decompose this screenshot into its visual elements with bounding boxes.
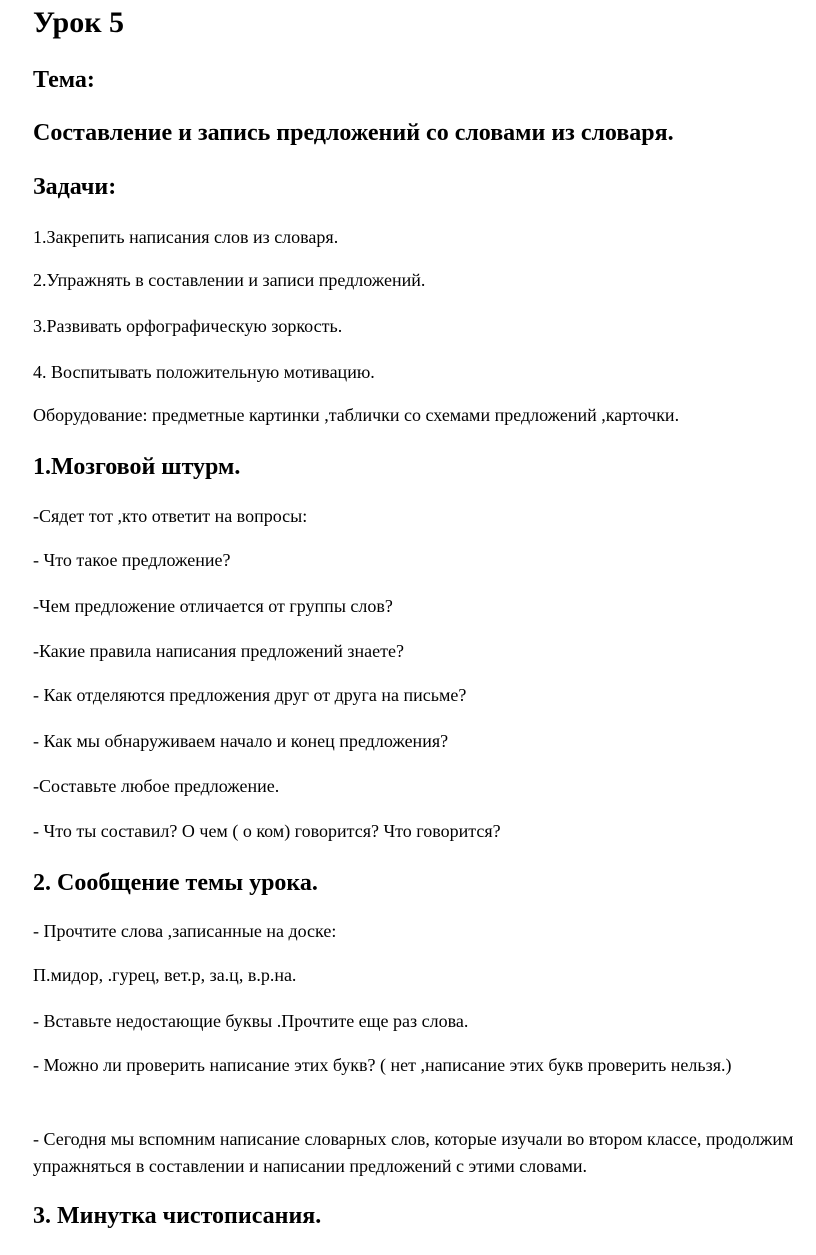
section2-heading: 2. Сообщение темы урока. — [33, 870, 318, 896]
section2-line: - Прочтите слова ,записанные на доске: — [33, 921, 337, 941]
section1-line: -Сядет тот ,кто ответит на вопросы: — [33, 506, 308, 526]
tasks-heading: Задачи: — [33, 174, 117, 200]
topic-text: Составление и запись предложений со словами из словаря. — [33, 120, 674, 146]
equipment-text: Оборудование: предметные картинки ,таблички со схемами предложений ,карточки. — [33, 405, 680, 425]
topic-label: Тема: — [33, 67, 95, 93]
task-item: 1.Закрепить написания слов из словаря. — [33, 227, 339, 247]
section1-line: -Составьте любое предложение. — [33, 776, 280, 796]
section2-paragraph: - Можно ли проверить написание этих букв? ( нет ,написание этих букв проверить нельзя.) — [33, 1055, 732, 1075]
section3-heading: 3. Минутка чистописания. — [33, 1203, 322, 1229]
task-item: 2.Упражнять в составлении и записи предложений. — [33, 270, 426, 290]
section2-line: П.мидор, .гурец, вет.р, за.ц, в.р.на. — [33, 965, 297, 985]
section1-line: - Что такое предложение? — [33, 550, 231, 570]
task-item: 4. Воспитывать положительную мотивацию. — [33, 362, 375, 382]
section2-paragraph: - Сегодня мы вспомним написание словарных слов, которые изучали во втором классе, продолжим упражняться в составлении и написании предложений с этими словами. — [33, 1129, 794, 1176]
section1-line: - Как мы обнаруживаем начало и конец предложения? — [33, 731, 449, 751]
section1-line: -Какие правила написания предложений знаете? — [33, 641, 404, 661]
section1-line: - Как отделяются предложения друг от друга на письме? — [33, 685, 467, 705]
section1-line: - Что ты составил? О чем ( о ком) говорится? Что говорится? — [33, 821, 501, 841]
section2-line: - Вставьте недостающие буквы .Прочтите еще раз слова. — [33, 1011, 469, 1031]
section1-line: -Чем предложение отличается от группы слов? — [33, 596, 393, 616]
task-item: 3.Развивать орфографическую зоркость. — [33, 316, 343, 336]
section1-heading: 1.Мозговой штурм. — [33, 454, 241, 480]
lesson-title: Урок 5 — [33, 6, 125, 39]
